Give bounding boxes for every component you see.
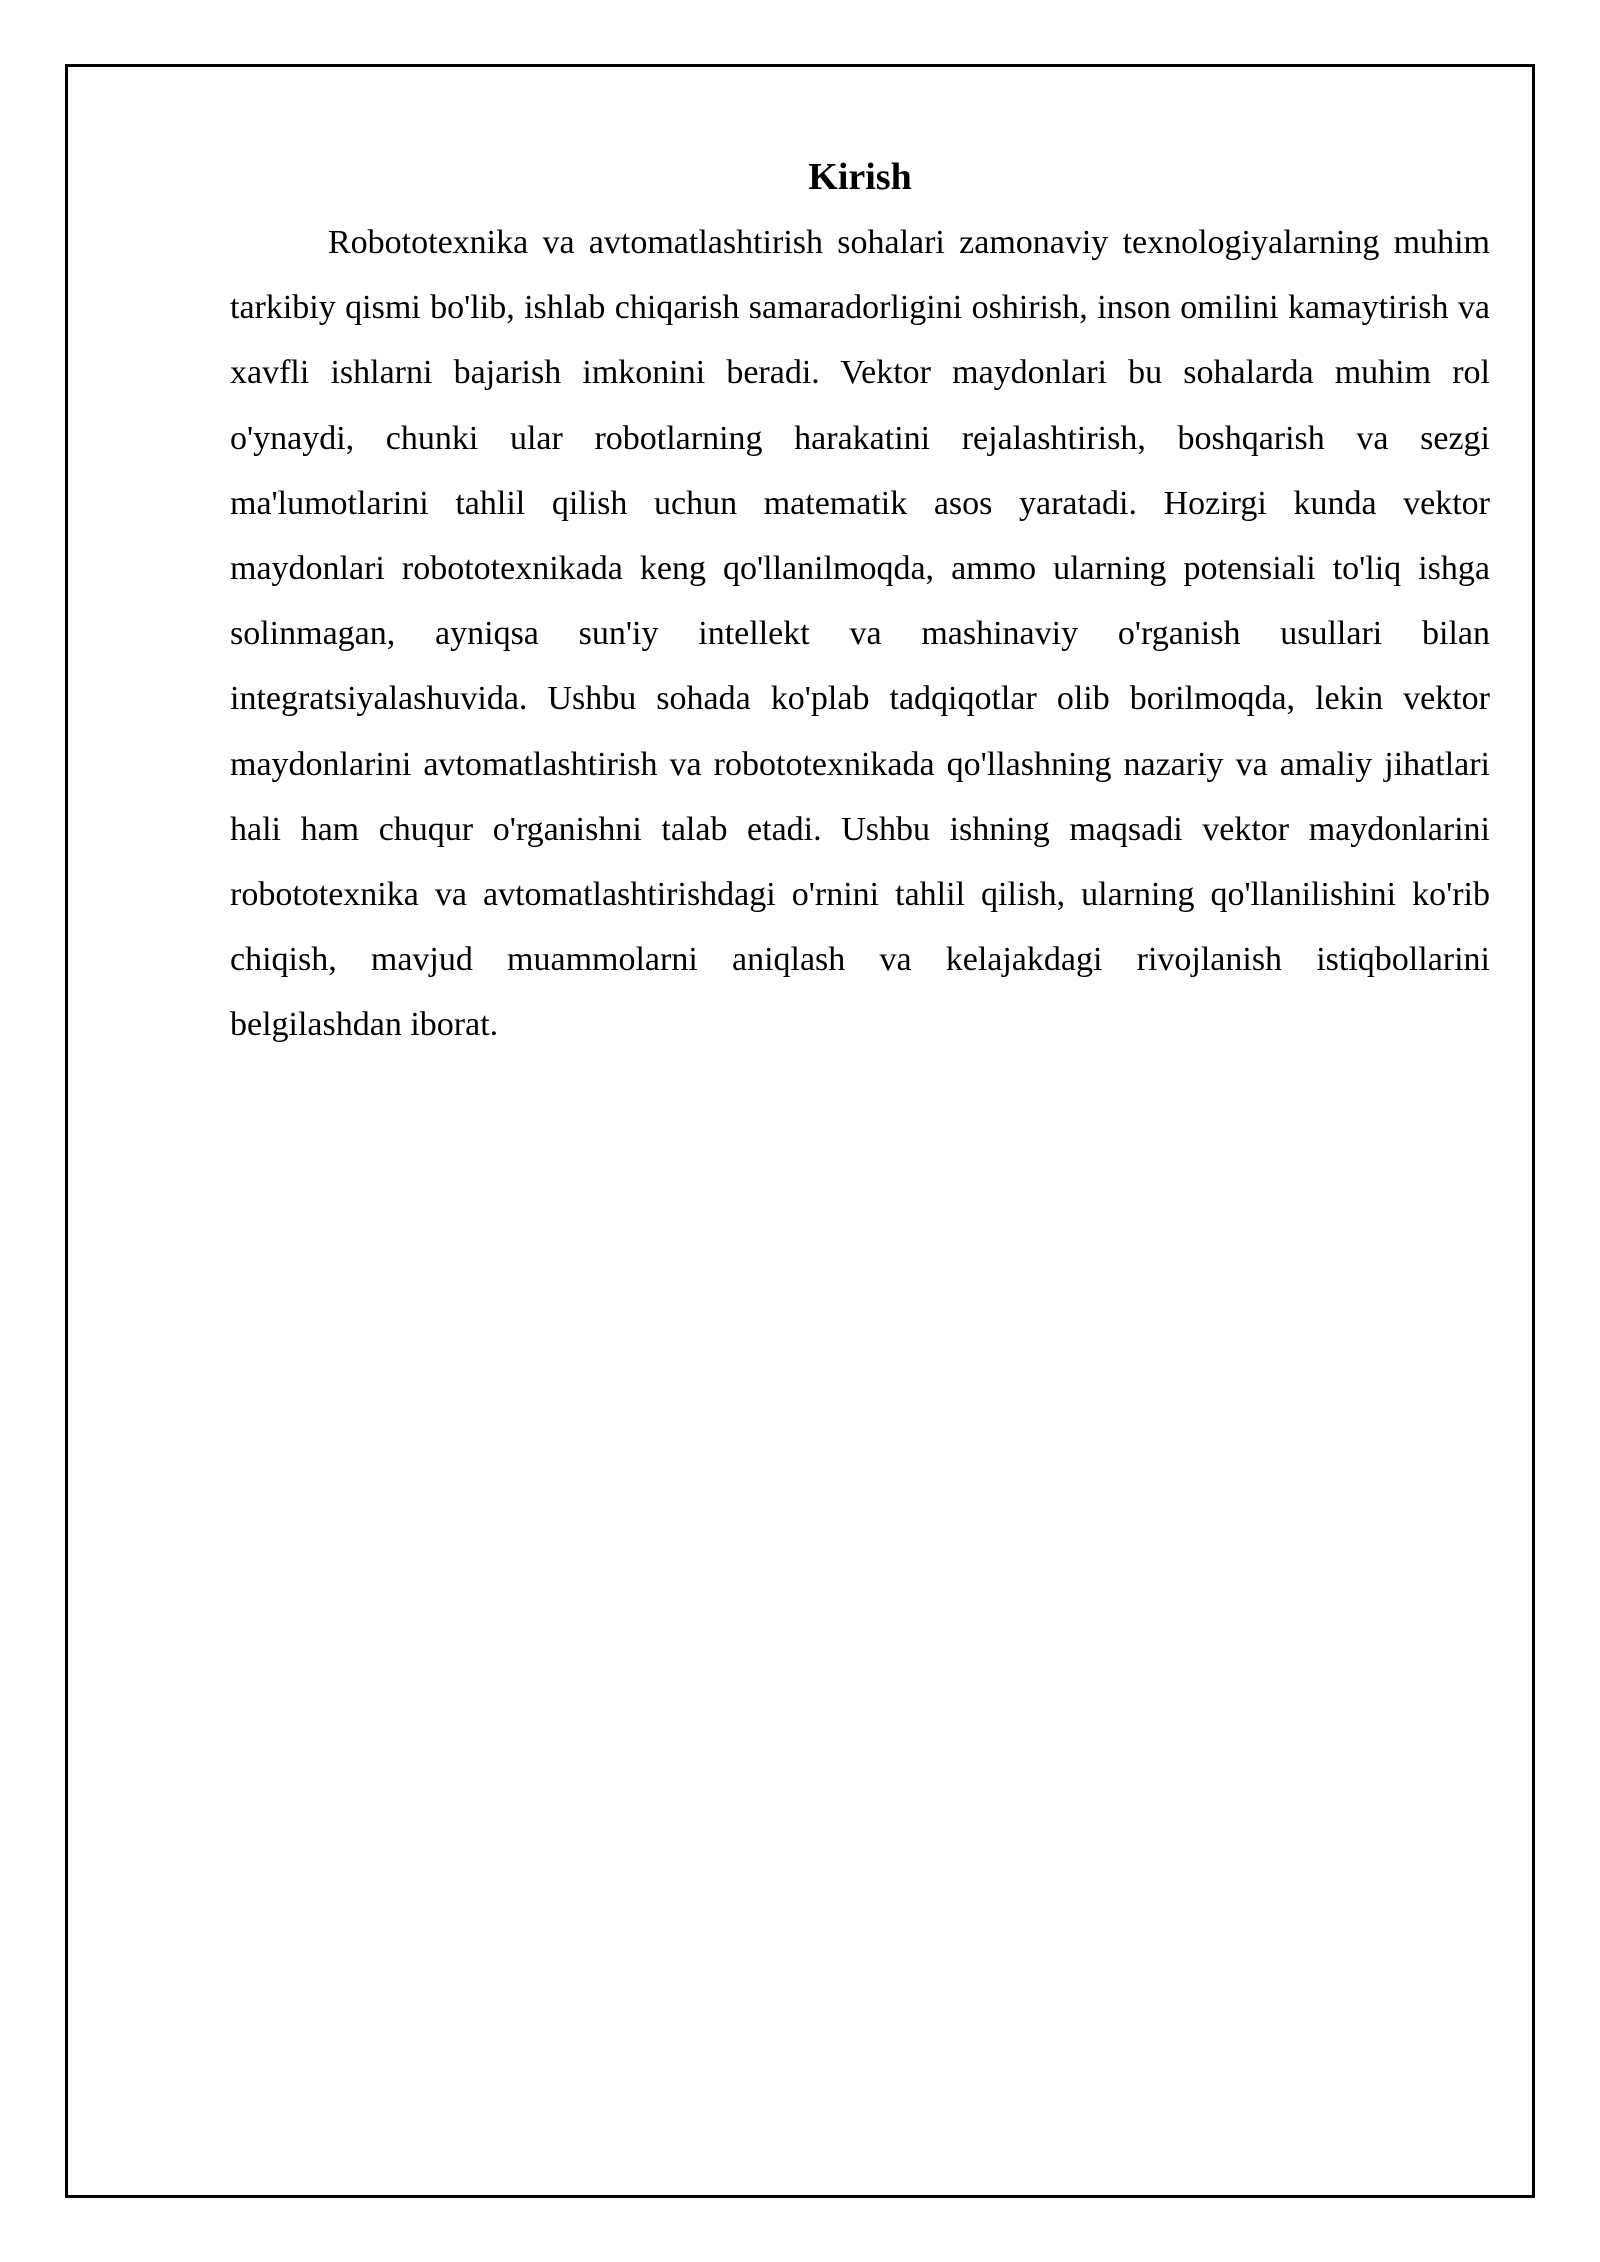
intro-paragraph: Robototexnika va avtomatlashtirish sohalari zamonaviy texnologiyalarning muhim tarkibiy qismi bo'lib, ishlab chiqarish samaradorligini oshirish, inson omilini kamaytirish va xavfli ishlarni bajarish imkonini beradi. Vektor maydonlari bu sohalarda muhim rol o'ynaydi, chunki ular robotlarning harakatini rejalashtirish, boshqarish va sezgi ma'lumotlarini tahlil qilish uchun matematik asos yaratadi. Hozirgi kunda vektor maydonlari robototexnikada keng qo'llanilmoqda, ammo ularning potensiali to'liq ishga solinmagan, ayniqsa sun'iy intellekt va mashinaviy o'rganish usullari bilan integratsiyalashuvida. Ushbu sohada ko'plab tadqiqotlar olib borilmoqda, lekin vektor maydonlarini avtomatlashtirish va robototexnikada qo'llashning nazariy va amaliy jihatlari hali ham chuqur o'rganishni talab etadi. Ushbu ishning maqsadi vektor maydonlarini robototexnika va avtomatlashtirishdagi o'rnini tahlil qilish, ularning qo'llanilishini ko'rib chiqish, mavjud muammolarni aniqlash va kelajakdagi rivojlanish istiqbollarini belgilashdan iborat. [230,224,1490,1044]
page-title: Kirish [808,156,912,198]
document-body [230,150,1490,1058]
